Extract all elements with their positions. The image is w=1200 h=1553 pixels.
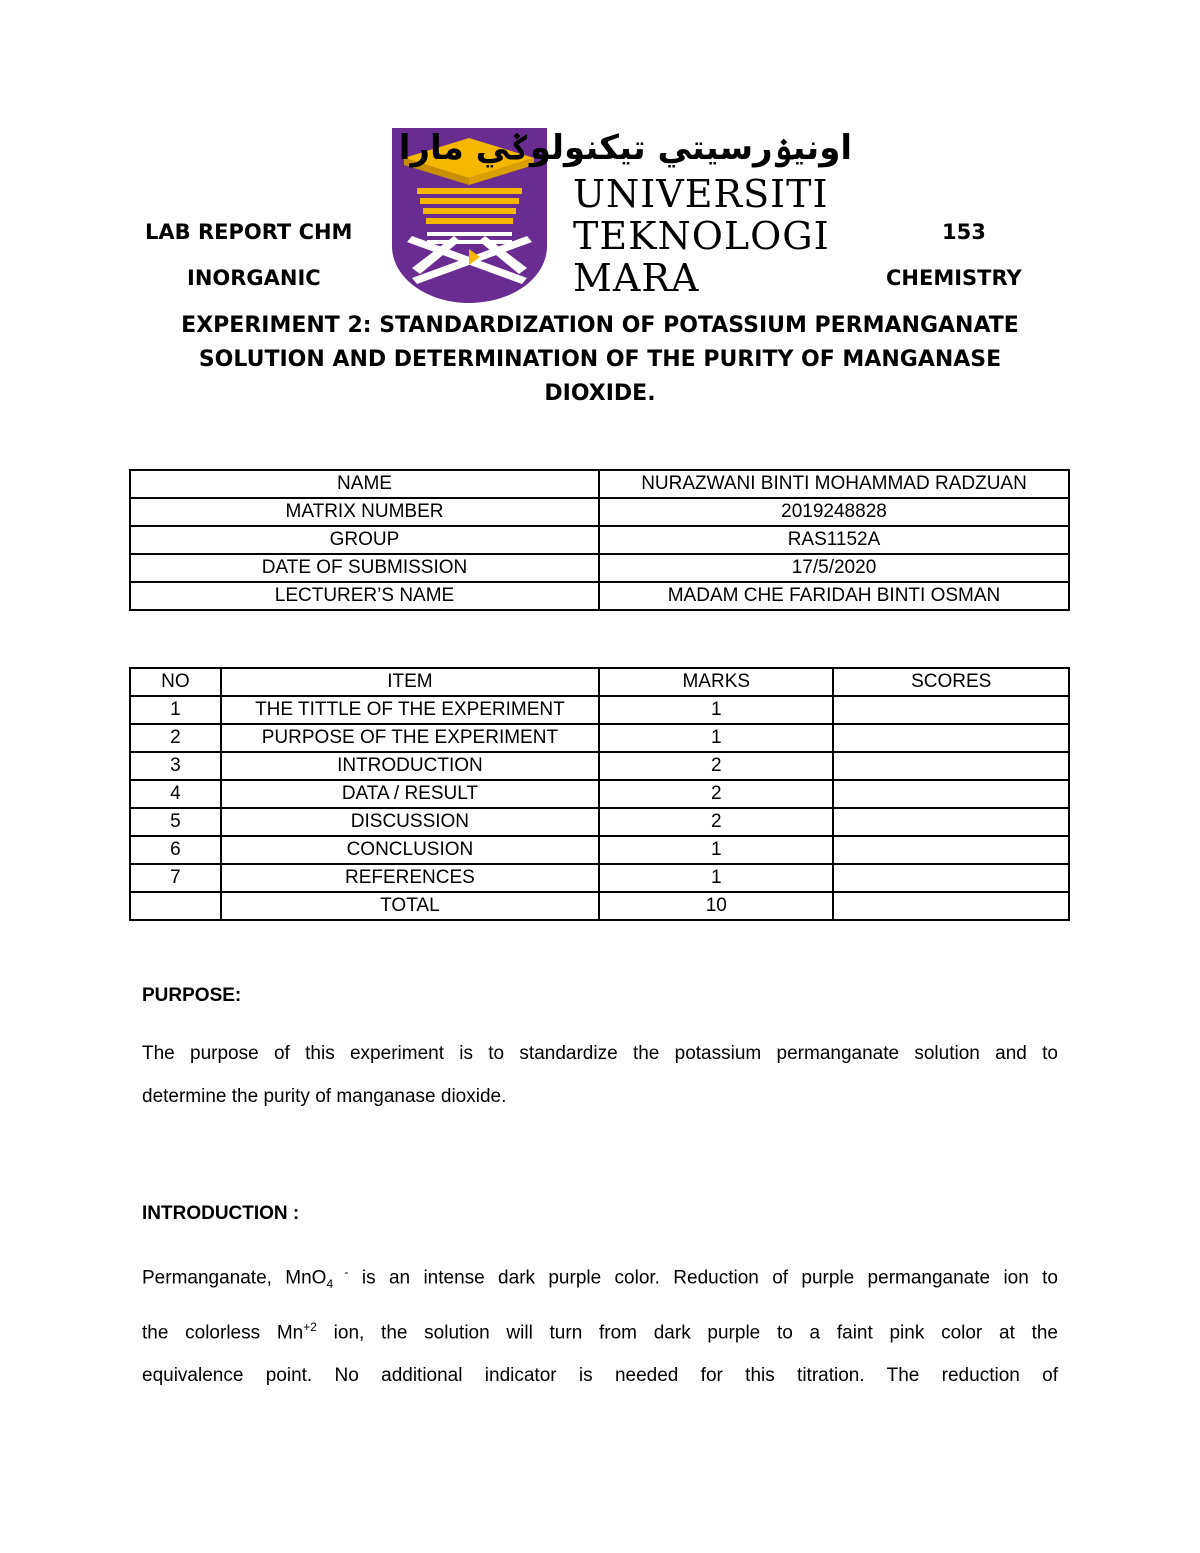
table-row <box>130 836 1069 864</box>
info-label: NAME <box>130 470 599 498</box>
introduction-heading: INTRODUCTION : <box>142 1203 300 1224</box>
introduction-paragraph <box>142 1251 1058 1397</box>
table-row <box>130 864 1069 892</box>
row-no: 7 <box>130 864 221 892</box>
title-line-1: EXPERIMENT 2: STANDARDIZATION OF POTASSIUM PERMANGANATE <box>181 313 1019 338</box>
purpose-paragraph <box>142 1032 1058 1118</box>
row-score <box>833 808 1069 836</box>
row-marks: 2 <box>599 752 833 780</box>
intro-text: the colorless Mn <box>142 1322 304 1344</box>
purpose-heading: PURPOSE: <box>142 985 242 1006</box>
info-value: MADAM CHE FARIDAH BINTI OSMAN <box>599 582 1069 610</box>
row-marks: 1 <box>599 724 833 752</box>
row-item: DISCUSSION <box>221 808 599 836</box>
row-no: 1 <box>130 696 221 724</box>
row-marks: 2 <box>599 780 833 808</box>
row-score <box>833 892 1069 920</box>
intro-line-2 <box>142 1306 1058 1354</box>
info-value: RAS1152A <box>599 526 1069 554</box>
info-value: 17/5/2020 <box>599 554 1069 582</box>
row-no: 3 <box>130 752 221 780</box>
purpose-line-2: determine the purity of manganase dioxide. <box>142 1086 507 1107</box>
intro-line-1 <box>142 1251 1058 1306</box>
table-row <box>130 752 1069 780</box>
row-no: 6 <box>130 836 221 864</box>
purpose-line-1: The purpose of this experiment is to standardize the potassium permanganate solution and to <box>142 1043 1058 1064</box>
row-score <box>833 864 1069 892</box>
logo-word-mara: MARA <box>573 256 700 300</box>
intro-line-3: equivalence point. No additional indicator is needed for this titration. The reduction of <box>142 1365 1058 1387</box>
table-row <box>130 808 1069 836</box>
intro-text: is an intense dark purple color. Reduction of purple permanganate ion to <box>348 1267 1058 1289</box>
header-right-line2: CHEMISTRY <box>886 266 1022 290</box>
info-label: DATE OF SUBMISSION <box>130 554 599 582</box>
row-no: 5 <box>130 808 221 836</box>
column-header-no: NO <box>130 668 221 696</box>
row-item: DATA / RESULT <box>221 780 599 808</box>
intro-text: ion, the solution will turn from dark purple to a faint pink color at the <box>316 1322 1058 1344</box>
student-info-table <box>129 469 1070 611</box>
table-row <box>130 696 1069 724</box>
row-score <box>833 724 1069 752</box>
table-row <box>130 498 1069 526</box>
superscript: +2 <box>303 1320 317 1335</box>
marks-table <box>129 667 1070 921</box>
table-row <box>130 554 1069 582</box>
column-header-marks: MARKS <box>599 668 833 696</box>
table-row <box>130 582 1069 610</box>
logo-word-teknologi: TEKNOLOGI <box>573 214 830 258</box>
row-marks: 2 <box>599 808 833 836</box>
table-row <box>130 470 1069 498</box>
header-left-line2: INORGANIC <box>187 266 321 290</box>
row-no <box>130 892 221 920</box>
info-value: NURAZWANI BINTI MOHAMMAD RADZUAN <box>599 470 1069 498</box>
header-left-line1: LAB REPORT CHM <box>145 220 353 244</box>
title-line-2: SOLUTION AND DETERMINATION OF THE PURITY OF MANGANASE <box>198 347 1002 372</box>
info-value: 2019248828 <box>599 498 1069 526</box>
row-item: CONCLUSION <box>221 836 599 864</box>
info-label: MATRIX NUMBER <box>130 498 599 526</box>
row-marks: 1 <box>599 836 833 864</box>
column-header-item: ITEM <box>221 668 599 696</box>
column-header-scores: SCORES <box>833 668 1069 696</box>
table-row <box>130 526 1069 554</box>
logo-word-universiti: UNIVERSITI <box>573 172 829 216</box>
row-score <box>833 836 1069 864</box>
row-item: TOTAL <box>221 892 599 920</box>
experiment-title <box>130 309 1070 411</box>
row-item: INTRODUCTION <box>221 752 599 780</box>
row-score <box>833 696 1069 724</box>
table-header-row <box>130 668 1069 696</box>
table-row <box>130 780 1069 808</box>
row-no: 2 <box>130 724 221 752</box>
row-item: THE TITTLE OF THE EXPERIMENT <box>221 696 599 724</box>
title-line-3: DIOXIDE. <box>544 381 656 406</box>
intro-text: Permanganate, MnO <box>142 1267 327 1289</box>
subscript: 4 <box>326 1277 334 1292</box>
info-label: GROUP <box>130 526 599 554</box>
table-row <box>130 724 1069 752</box>
row-marks: 10 <box>599 892 833 920</box>
row-score <box>833 780 1069 808</box>
superscript: - <box>333 1265 349 1279</box>
table-row-total <box>130 892 1069 920</box>
row-marks: 1 <box>599 864 833 892</box>
header-right-line1: 153 <box>942 220 986 244</box>
row-marks: 1 <box>599 696 833 724</box>
info-label: LECTURER’S NAME <box>130 582 599 610</box>
row-score <box>833 752 1069 780</box>
row-no: 4 <box>130 780 221 808</box>
row-item: REFERENCES <box>221 864 599 892</box>
logo-arabic-wordmark: اونيۏرسيتي تيكنولوݢي مارا <box>398 128 852 168</box>
row-item: PURPOSE OF THE EXPERIMENT <box>221 724 599 752</box>
